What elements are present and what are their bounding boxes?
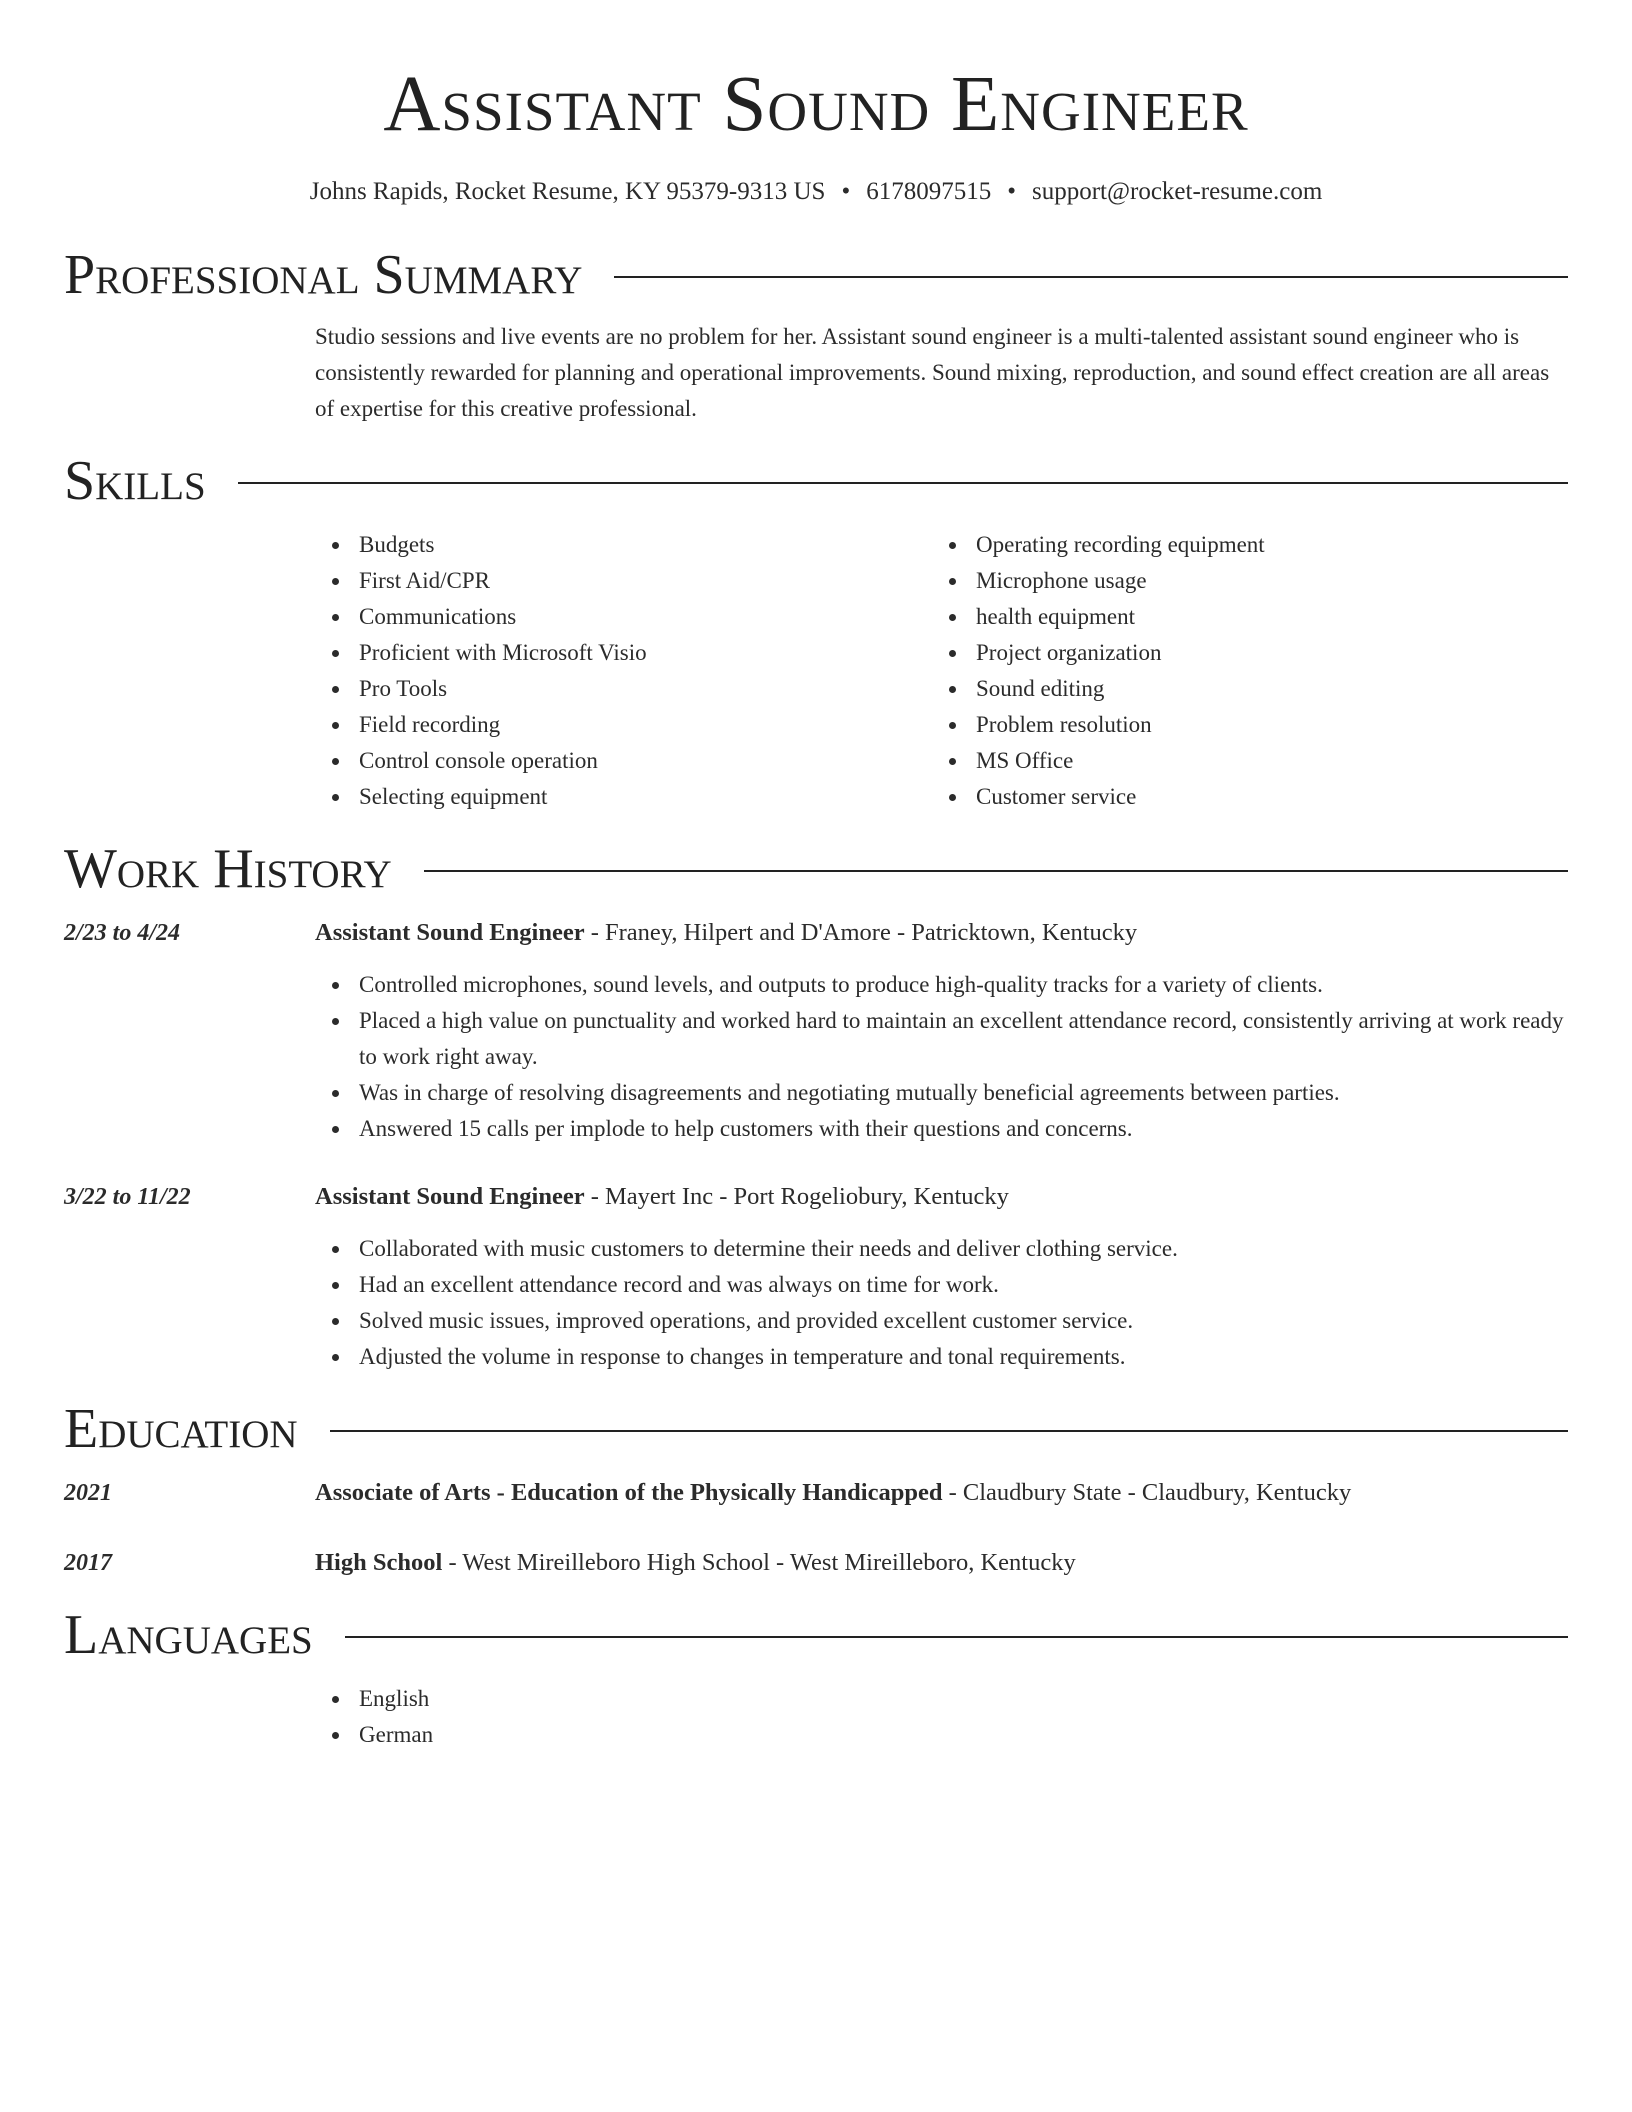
education-title: Education bbox=[64, 1398, 298, 1460]
work-employer: - Franey, Hilpert and D'Amore - Patricktown, Kentucky bbox=[584, 919, 1138, 946]
work-entry bbox=[64, 1179, 1568, 1375]
skill-item: Field recording bbox=[315, 707, 932, 743]
education-degree: High School bbox=[315, 1549, 443, 1576]
languages-header bbox=[64, 1603, 1568, 1667]
skills-title: Skills bbox=[64, 450, 206, 512]
skill-item: Project organization bbox=[932, 635, 1549, 671]
skill-item: Sound editing bbox=[932, 671, 1549, 707]
skills-grid bbox=[315, 527, 1568, 815]
contact-phone: 6178097515 bbox=[866, 178, 992, 205]
education-heading bbox=[315, 1475, 1568, 1511]
section-divider bbox=[238, 482, 1568, 484]
education-school: - West Mireilleboro High School - West Mireilleboro, Kentucky bbox=[442, 1549, 1076, 1576]
contact-separator: • bbox=[841, 178, 851, 205]
work-bullet: Adjusted the volume in response to changes in temperature and tonal requirements. bbox=[315, 1339, 1568, 1375]
education-heading bbox=[315, 1545, 1568, 1581]
skill-item: Operating recording equipment bbox=[932, 527, 1549, 563]
summary-section bbox=[64, 243, 1568, 427]
skill-item: Pro Tools bbox=[315, 671, 932, 707]
education-section bbox=[64, 1397, 1568, 1581]
work-bullet: Answered 15 calls per implode to help customers with their questions and concerns. bbox=[315, 1111, 1568, 1147]
skills-column-left bbox=[315, 527, 932, 815]
work-bullets bbox=[315, 967, 1568, 1147]
skill-item: Budgets bbox=[315, 527, 932, 563]
skill-item: Selecting equipment bbox=[315, 779, 932, 815]
skill-item: Proficient with Microsoft Visio bbox=[315, 635, 932, 671]
languages-list bbox=[315, 1681, 1568, 1753]
work-role: Assistant Sound Engineer bbox=[315, 919, 585, 946]
section-divider bbox=[424, 870, 1568, 872]
work-dates: 3/22 to 11/22 bbox=[64, 1184, 191, 1210]
contact-line bbox=[64, 176, 1568, 208]
education-entry bbox=[64, 1475, 1568, 1511]
work-history-section bbox=[64, 837, 1568, 1375]
skill-item: MS Office bbox=[932, 743, 1549, 779]
contact-email: support@rocket-resume.com bbox=[1031, 178, 1323, 205]
language-item: German bbox=[315, 1717, 1568, 1753]
summary-header bbox=[64, 243, 1568, 307]
work-entry bbox=[64, 915, 1568, 1147]
skill-item: Communications bbox=[315, 599, 932, 635]
work-heading bbox=[315, 915, 1568, 951]
work-heading bbox=[315, 1179, 1568, 1215]
work-role: Assistant Sound Engineer bbox=[315, 1183, 585, 1210]
work-bullet: Placed a high value on punctuality and worked hard to maintain an excellent attendance record, consistently arriving at work ready to work right away. bbox=[315, 1003, 1568, 1075]
education-degree: Associate of Arts - Education of the Physically Handicapped bbox=[315, 1479, 943, 1506]
section-divider bbox=[345, 1636, 1568, 1638]
skills-column-right bbox=[932, 527, 1549, 815]
education-year: 2017 bbox=[64, 1550, 112, 1576]
work-dates: 2/23 to 4/24 bbox=[64, 920, 181, 946]
languages-section bbox=[64, 1603, 1568, 1753]
section-divider bbox=[330, 1430, 1568, 1432]
education-header bbox=[64, 1397, 1568, 1461]
skill-item: health equipment bbox=[932, 599, 1549, 635]
skill-item: Microphone usage bbox=[932, 563, 1549, 599]
skill-item: Customer service bbox=[932, 779, 1549, 815]
education-entry bbox=[64, 1545, 1568, 1581]
work-bullet: Collaborated with music customers to determine their needs and deliver clothing service. bbox=[315, 1231, 1568, 1267]
skill-item: First Aid/CPR bbox=[315, 563, 932, 599]
language-item: English bbox=[315, 1681, 1568, 1717]
skill-item: Problem resolution bbox=[932, 707, 1549, 743]
section-divider bbox=[614, 276, 1568, 278]
contact-separator: • bbox=[1007, 178, 1016, 205]
languages-title: Languages bbox=[64, 1604, 313, 1666]
candidate-name: Assistant Sound Engineer bbox=[383, 61, 1249, 148]
work-history-title: Work History bbox=[64, 838, 392, 900]
work-bullet: Solved music issues, improved operations, and provided excellent customer service. bbox=[315, 1303, 1568, 1339]
skills-section bbox=[64, 449, 1568, 815]
summary-text: Studio sessions and live events are no problem for her. Assistant sound engineer is a multi-talented assistant sound engineer who is consistently rewarded for planning and operational improvements. Sound mixing, reproduction, and sound effect creation are all areas of expertise for this creative professional. bbox=[315, 324, 1550, 421]
education-year: 2021 bbox=[64, 1480, 112, 1506]
work-bullet: Was in charge of resolving disagreements and negotiating mutually beneficial agreements between parties. bbox=[315, 1075, 1568, 1111]
skill-item: Control console operation bbox=[315, 743, 932, 779]
work-bullets bbox=[315, 1231, 1568, 1375]
work-employer: - Mayert Inc - Port Rogeliobury, Kentucky bbox=[584, 1183, 1009, 1210]
contact-address: Johns Rapids, Rocket Resume, KY 95379-9313 US bbox=[309, 178, 826, 205]
work-bullet: Had an excellent attendance record and was always on time for work. bbox=[315, 1267, 1568, 1303]
work-history-header bbox=[64, 837, 1568, 901]
work-bullet: Controlled microphones, sound levels, and outputs to produce high-quality tracks for a variety of clients. bbox=[315, 967, 1568, 1003]
skills-header bbox=[64, 449, 1568, 513]
summary-title: Professional Summary bbox=[64, 244, 583, 306]
education-school: - Claudbury State - Claudbury, Kentucky bbox=[942, 1479, 1352, 1506]
resume-page bbox=[64, 0, 1568, 1753]
